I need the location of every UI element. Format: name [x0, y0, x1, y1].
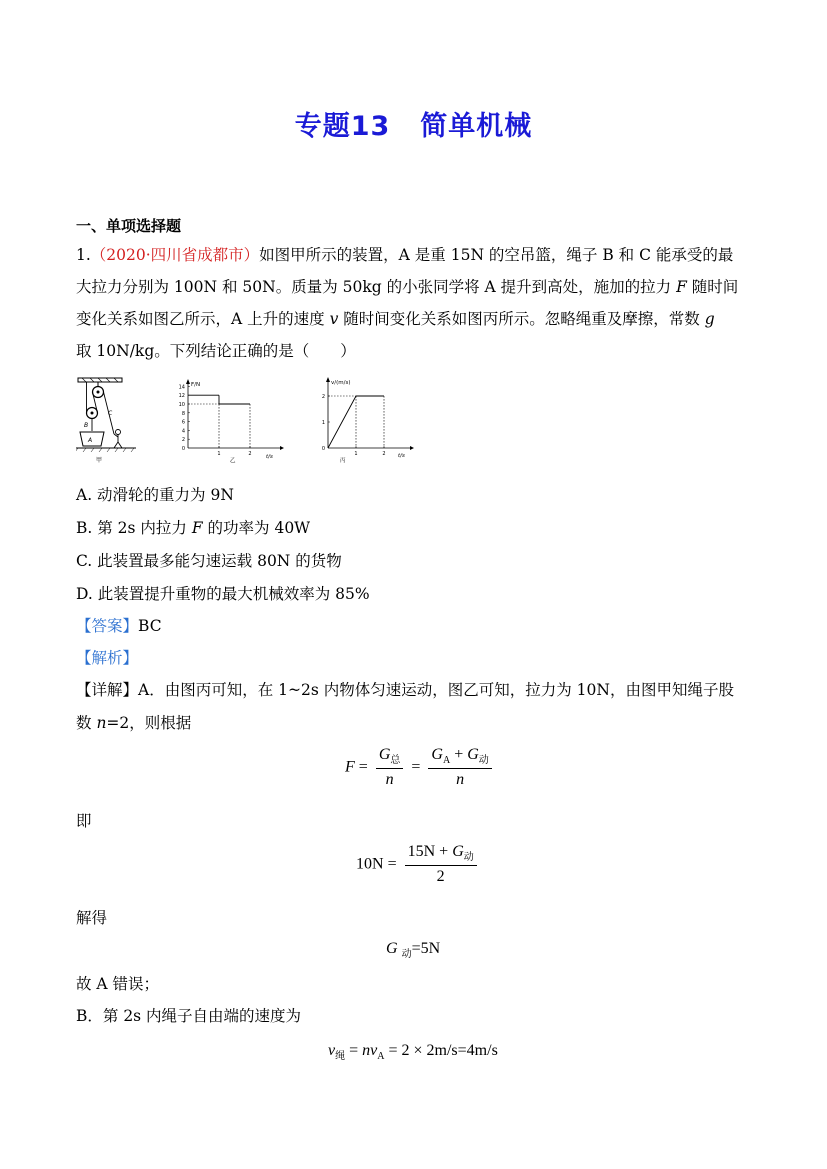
formula-result: = 2 × 2m/s=4m/s	[388, 1042, 498, 1059]
jiede-text: 解得	[76, 909, 108, 927]
symbol-F: F	[345, 758, 355, 776]
formula-result: =5N	[411, 940, 441, 957]
y-tick-label: 1	[321, 420, 325, 426]
question-text: 随时间变化关系如图丙所示。忽略绳重及摩擦，常数	[338, 310, 705, 328]
plus: +	[454, 746, 464, 763]
subscript: 动	[401, 949, 412, 961]
x-tick-label: 2	[248, 451, 252, 457]
question-text: 变化关系如图乙所示，A 上升的速度	[76, 310, 330, 328]
y-tick-label: 0	[181, 446, 185, 452]
symbol-G: G	[467, 746, 479, 763]
page-title	[0, 104, 827, 143]
fraction	[428, 746, 491, 789]
x-tick-label: 1	[354, 451, 358, 457]
symbol-n: n	[362, 1042, 371, 1059]
plus: +	[439, 843, 449, 860]
subscript: 动	[478, 755, 489, 767]
title-main: 专题13	[294, 111, 391, 142]
figure-bing	[318, 376, 418, 464]
formula-4	[328, 1042, 498, 1062]
figure-jia	[76, 376, 146, 464]
symbol-F: F	[676, 278, 687, 296]
y-tick-label: 6	[181, 419, 185, 426]
answer-value: BC	[138, 617, 162, 635]
question-text: 随时间	[686, 278, 739, 296]
x-axis-label: t/s	[266, 454, 273, 460]
equals: =	[411, 758, 421, 776]
label-c: C	[108, 410, 113, 417]
y-tick-label: 14	[178, 384, 185, 391]
part-b-text: B．第 2s 内绳子自由端的速度为	[76, 1007, 302, 1025]
formula-3	[386, 940, 440, 960]
subscript: A	[442, 755, 451, 767]
title-sub: 简单机械	[420, 111, 533, 142]
y-tick-label: 4	[181, 428, 185, 435]
symbol-G: G	[452, 843, 464, 860]
formula-lhs: 10N	[356, 855, 384, 873]
symbol-G: G	[378, 746, 391, 763]
symbol-v: v	[370, 1042, 378, 1059]
subscript: 绳	[335, 1051, 346, 1063]
figure-bing-label: 丙	[340, 458, 346, 464]
option-text: B. 第 2s 内拉力	[76, 519, 192, 537]
figure-yi-label: 乙	[230, 458, 236, 464]
fraction	[405, 843, 477, 886]
denominator: 2	[436, 868, 445, 886]
question-line-2	[76, 272, 738, 302]
formula-term: 15N	[407, 843, 436, 860]
option-text: 的功率为 40W	[202, 519, 311, 537]
detail-line-1	[76, 675, 734, 705]
option-c: C. 此装置最多能匀速运载 80N 的货物	[76, 552, 342, 570]
subscript: 动	[463, 852, 474, 864]
y-tick-label: 2	[321, 394, 325, 400]
equals: =	[349, 1042, 359, 1059]
symbol-v: v	[328, 1042, 336, 1059]
y-tick-label: 10	[178, 402, 185, 408]
detail-text: =2，则根据	[106, 714, 192, 732]
formula-2	[356, 843, 481, 886]
option-d: D. 此装置提升重物的最大机械效率为 85%	[76, 585, 370, 603]
option-b	[76, 513, 310, 543]
equals: =	[358, 758, 368, 776]
fraction	[376, 746, 404, 789]
equals: =	[387, 855, 397, 873]
symbol-n: n	[385, 771, 394, 789]
question-number: 1.	[76, 246, 91, 264]
label-a: A	[88, 437, 93, 444]
x-tick-label: 1	[217, 451, 221, 457]
y-tick-label: 12	[178, 393, 185, 400]
detail-line-2	[76, 708, 191, 738]
subscript: 总	[390, 755, 401, 767]
ji-text: 即	[76, 812, 92, 830]
subscript: A	[377, 1051, 385, 1063]
figure-jia-label: 甲	[96, 457, 103, 464]
detail-text: A．由图丙可知，在 1~2s 内物体匀速运动，图乙可知，拉力为 10N，由图甲知绳子股	[138, 681, 734, 699]
symbol-F: F	[191, 519, 203, 537]
y-tick-label: 0	[321, 446, 325, 452]
question-text: 如图甲所示的装置，A 是重 15N 的空吊篮，绳子 B 和 C 能承受的最	[259, 246, 734, 264]
question-text: 大拉力分别为 100N 和 50N。质量为 50kg 的小张同学将 A 提升到高处，施加的拉力	[76, 278, 677, 296]
x-axis-label: t/s	[398, 453, 405, 459]
conclusion-a: 故 A 错误；	[76, 975, 160, 993]
section-heading: 一、单项选择题	[76, 217, 182, 235]
formula-1	[345, 746, 496, 789]
y-tick-label: 2	[181, 437, 185, 444]
y-axis-label: F/N	[191, 382, 201, 388]
symbol-v: v	[329, 310, 339, 328]
x-tick-label: 2	[382, 451, 386, 457]
option-a: A. 动滑轮的重力为 9N	[76, 486, 234, 504]
question-line-4: 取 10N/kg。下列结论正确的是（ ）	[76, 342, 356, 360]
detail-label: 【详解】	[76, 681, 139, 699]
series-segment	[328, 396, 356, 448]
answer-label: 【答案】	[76, 617, 139, 635]
answer-line	[76, 611, 162, 641]
question-source: （2020·四川省成都市）	[90, 246, 260, 264]
analysis-label: 【解析】	[76, 649, 139, 667]
y-tick-label: 8	[181, 410, 185, 417]
detail-text: 数	[76, 714, 97, 732]
symbol-G: G	[431, 746, 443, 763]
symbol-G: G	[386, 940, 398, 957]
person-icon	[116, 430, 121, 435]
symbol-n: n	[456, 771, 465, 789]
label-b: B	[84, 422, 89, 429]
symbol-g: g	[704, 310, 715, 328]
y-axis-label: v/(m/s)	[331, 380, 351, 386]
symbol-n: n	[96, 714, 107, 732]
question-line-1	[76, 240, 733, 270]
figure-yi	[170, 378, 288, 464]
question-line-3	[76, 304, 715, 334]
